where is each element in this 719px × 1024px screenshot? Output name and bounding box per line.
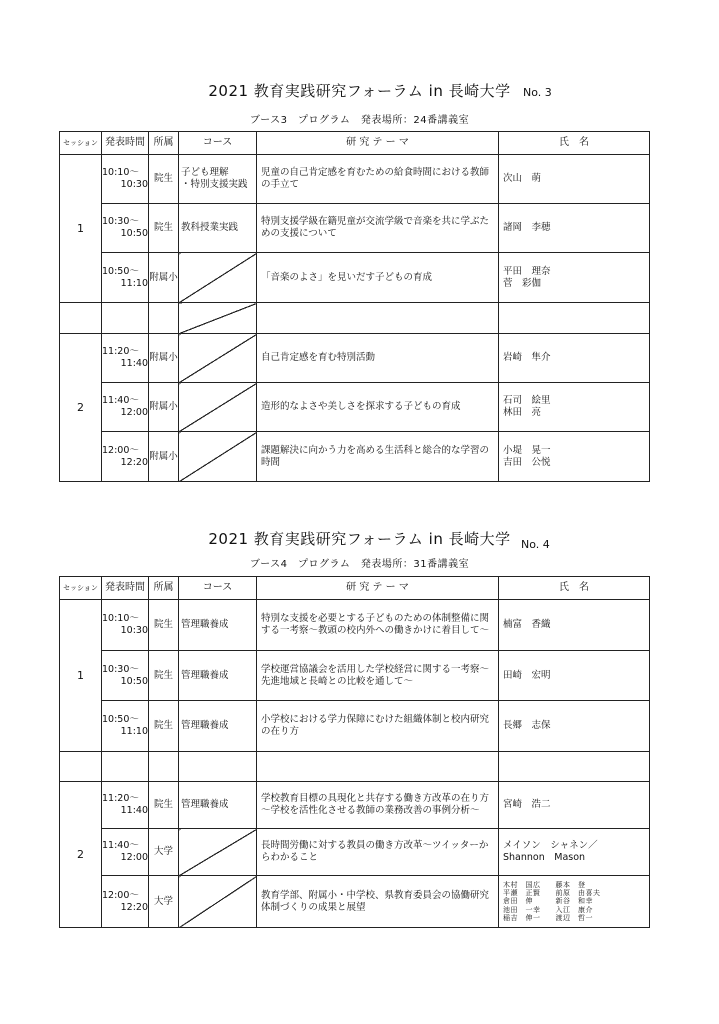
time-cell [102, 782, 149, 829]
start-time: 11:40～ [102, 840, 139, 852]
break-cell [102, 752, 149, 782]
research-theme: 自己肯定感を育む特別活動 [257, 334, 499, 383]
course: 管理職養成 [179, 701, 257, 752]
presenter-name: 諸岡 李穂 [499, 204, 650, 253]
affiliation: 院生 [149, 600, 179, 651]
table-row [60, 600, 650, 651]
presenter-name: 長郷 志保 [499, 701, 650, 752]
header-time: 発表時間 [102, 577, 149, 600]
affiliation: 院生 [149, 651, 179, 701]
course-empty-diagonal [179, 829, 257, 876]
end-time: 12:20 [120, 456, 148, 468]
time-cell [102, 701, 149, 752]
time-cell [102, 651, 149, 701]
affiliation: 附属小 [149, 253, 179, 303]
program-subtitle-booth4: ブース4 プログラム 発表場所：31番講義室 [249, 559, 470, 570]
affiliation: 院生 [149, 155, 179, 204]
forum-title-booth3: 2021 教育実践研究フォーラム in 長崎大学 [208, 82, 511, 100]
header-name: 氏 名 [499, 132, 650, 155]
time-cell [102, 876, 149, 928]
header-course: コース [179, 132, 257, 155]
break-cell [102, 303, 149, 334]
header-name: 氏 名 [499, 577, 650, 600]
research-theme: 学校教育目標の具現化と共存する働き方改革の在り方～学校を活性化させる教師の業務改善の事例分析～ [257, 782, 499, 829]
presenter-name: 楠富 香織 [499, 600, 650, 651]
presenter-name: 岩崎 隼介 [499, 334, 650, 383]
end-time: 11:10 [120, 726, 148, 737]
end-time: 12:20 [120, 901, 148, 913]
break-cell-diagonal [179, 303, 257, 334]
end-time: 11:40 [120, 358, 148, 369]
table-header-row [60, 577, 650, 600]
start-time: 12:00～ [102, 889, 139, 901]
header-affiliation: 所属 [149, 132, 179, 155]
affiliation: 附属小 [149, 432, 179, 482]
table-row [60, 253, 650, 303]
time-cell [102, 155, 149, 204]
affiliation: 大学 [149, 876, 179, 928]
time-cell [102, 204, 149, 253]
break-cell [257, 752, 499, 782]
end-time: 10:50 [120, 675, 148, 687]
table-row [60, 155, 650, 204]
research-theme: 学校運営協議会を活用した学校経営に関する一考察～先進地域と長崎との比較を通して～ [257, 651, 499, 701]
table-row [60, 334, 650, 383]
course-empty-diagonal [179, 334, 257, 383]
break-cell [149, 303, 179, 334]
forum-title-booth4: 2021 教育実践研究フォーラム in 長崎大学 [208, 530, 511, 548]
break-cell [60, 752, 102, 782]
start-time: 10:50～ [102, 265, 139, 277]
end-time: 12:00 [120, 407, 148, 418]
table-row [60, 876, 650, 928]
course-empty-diagonal [179, 253, 257, 303]
table-row [60, 829, 650, 876]
start-time: 10:10～ [102, 167, 139, 179]
break-row [60, 752, 650, 782]
header-session: セッション [60, 132, 102, 155]
end-time: 11:40 [120, 805, 148, 816]
affiliation: 院生 [149, 701, 179, 752]
page-number-booth4: No. 4 [521, 538, 550, 551]
break-cell [179, 752, 257, 782]
time-cell [102, 432, 149, 482]
program-table-booth3 [59, 131, 650, 482]
affiliation: 附属小 [149, 334, 179, 383]
start-time: 10:30～ [102, 216, 139, 228]
end-time: 10:30 [120, 179, 148, 190]
start-time: 11:20～ [102, 346, 139, 358]
affiliation: 院生 [149, 204, 179, 253]
course: 管理職養成 [179, 600, 257, 651]
research-theme: 課題解決に向かう力を高める生活科と総合的な学習の時間 [257, 432, 499, 482]
table-row [60, 782, 650, 829]
research-theme: 造形的なよさや美しさを探求する子どもの育成 [257, 383, 499, 432]
break-cell [257, 303, 499, 334]
session-label: 1 [60, 155, 102, 303]
break-cell [60, 303, 102, 334]
start-time: 11:40～ [102, 395, 139, 407]
header-theme: 研 究 テ ー マ [257, 132, 499, 155]
presenter-name: メイソン シャネン／ Shannon Mason [499, 829, 650, 876]
course-empty-diagonal [179, 432, 257, 482]
research-theme: 長時間労働に対する教員の働き方改革～ツイッターからわかること [257, 829, 499, 876]
research-theme: 児童の自己肯定感を育むための給食時間における教師の手立て [257, 155, 499, 204]
start-time: 11:20～ [102, 793, 139, 805]
course-empty-diagonal [179, 383, 257, 432]
session-label: 1 [60, 600, 102, 752]
header-time: 発表時間 [102, 132, 149, 155]
break-cell [149, 752, 179, 782]
session-label: 2 [60, 334, 102, 482]
break-cell [499, 752, 650, 782]
break-cell [499, 303, 650, 334]
research-theme: 「音楽のよさ」を見いだす子どもの育成 [257, 253, 499, 303]
table-header-row [60, 132, 650, 155]
research-theme: 教育学部、附属小・中学校、県教育委員会の協働研究体制づくりの成果と展望 [257, 876, 499, 928]
program-table-booth4 [59, 576, 650, 928]
course: 子ども理解 ・特別支援実践 [179, 155, 257, 204]
presenter-name: 平田 理奈 菅 彩伽 [499, 253, 650, 303]
time-cell [102, 383, 149, 432]
start-time: 10:30～ [102, 663, 139, 675]
session-label: 2 [60, 782, 102, 928]
presenter-name: 田崎 宏明 [499, 651, 650, 701]
table-row [60, 432, 650, 482]
table-row [60, 383, 650, 432]
start-time: 10:10～ [102, 613, 139, 625]
time-cell [102, 829, 149, 876]
end-time: 10:30 [120, 625, 148, 636]
research-theme: 特別な支援を必要とする子どものための体制整備に関する一考察～教頭の校内外への働きかけに着目して～ [257, 600, 499, 651]
start-time: 10:50～ [102, 714, 139, 726]
affiliation: 院生 [149, 782, 179, 829]
page-number-booth3: No. 3 [523, 86, 552, 99]
course: 管理職養成 [179, 651, 257, 701]
header-session: セッション [60, 577, 102, 600]
research-theme: 小学校における学力保障にむけた組織体制と校内研究の在り方 [257, 701, 499, 752]
research-theme: 特別支援学級在籍児童が交流学級で音楽を共に学ぶための支援について [257, 204, 499, 253]
presenter-name: 次山 萌 [499, 155, 650, 204]
end-time: 11:10 [120, 277, 148, 289]
end-time: 12:00 [120, 852, 148, 863]
table-row [60, 701, 650, 752]
course-empty-diagonal [179, 876, 257, 928]
presenter-name: 小堤 晃一 吉田 公悦 [499, 432, 650, 482]
end-time: 10:50 [120, 228, 148, 239]
start-time: 12:00～ [102, 444, 139, 456]
time-cell [102, 334, 149, 383]
affiliation: 附属小 [149, 383, 179, 432]
presenter-name: 石司 絵里 林田 亮 [499, 383, 650, 432]
course: 管理職養成 [179, 782, 257, 829]
break-row [60, 303, 650, 334]
presenter-name: 木村 国広 藤本 登 平瀬 正賢 前原 由喜夫 倉田 伸 新谷 和幸 池田 一幸 入江 康介 稲吉 伸一 渡辺 哲一 [499, 876, 650, 928]
table-row [60, 204, 650, 253]
header-affiliation: 所属 [149, 577, 179, 600]
time-cell [102, 253, 149, 303]
time-cell [102, 600, 149, 651]
table-row [60, 651, 650, 701]
header-theme: 研 究 テ ー マ [257, 577, 499, 600]
header-course: コース [179, 577, 257, 600]
presenter-name: 宮崎 浩二 [499, 782, 650, 829]
course: 教科授業実践 [179, 204, 257, 253]
program-subtitle-booth3: ブース3 プログラム 発表場所：24番講義室 [249, 115, 470, 126]
affiliation: 大学 [149, 829, 179, 876]
